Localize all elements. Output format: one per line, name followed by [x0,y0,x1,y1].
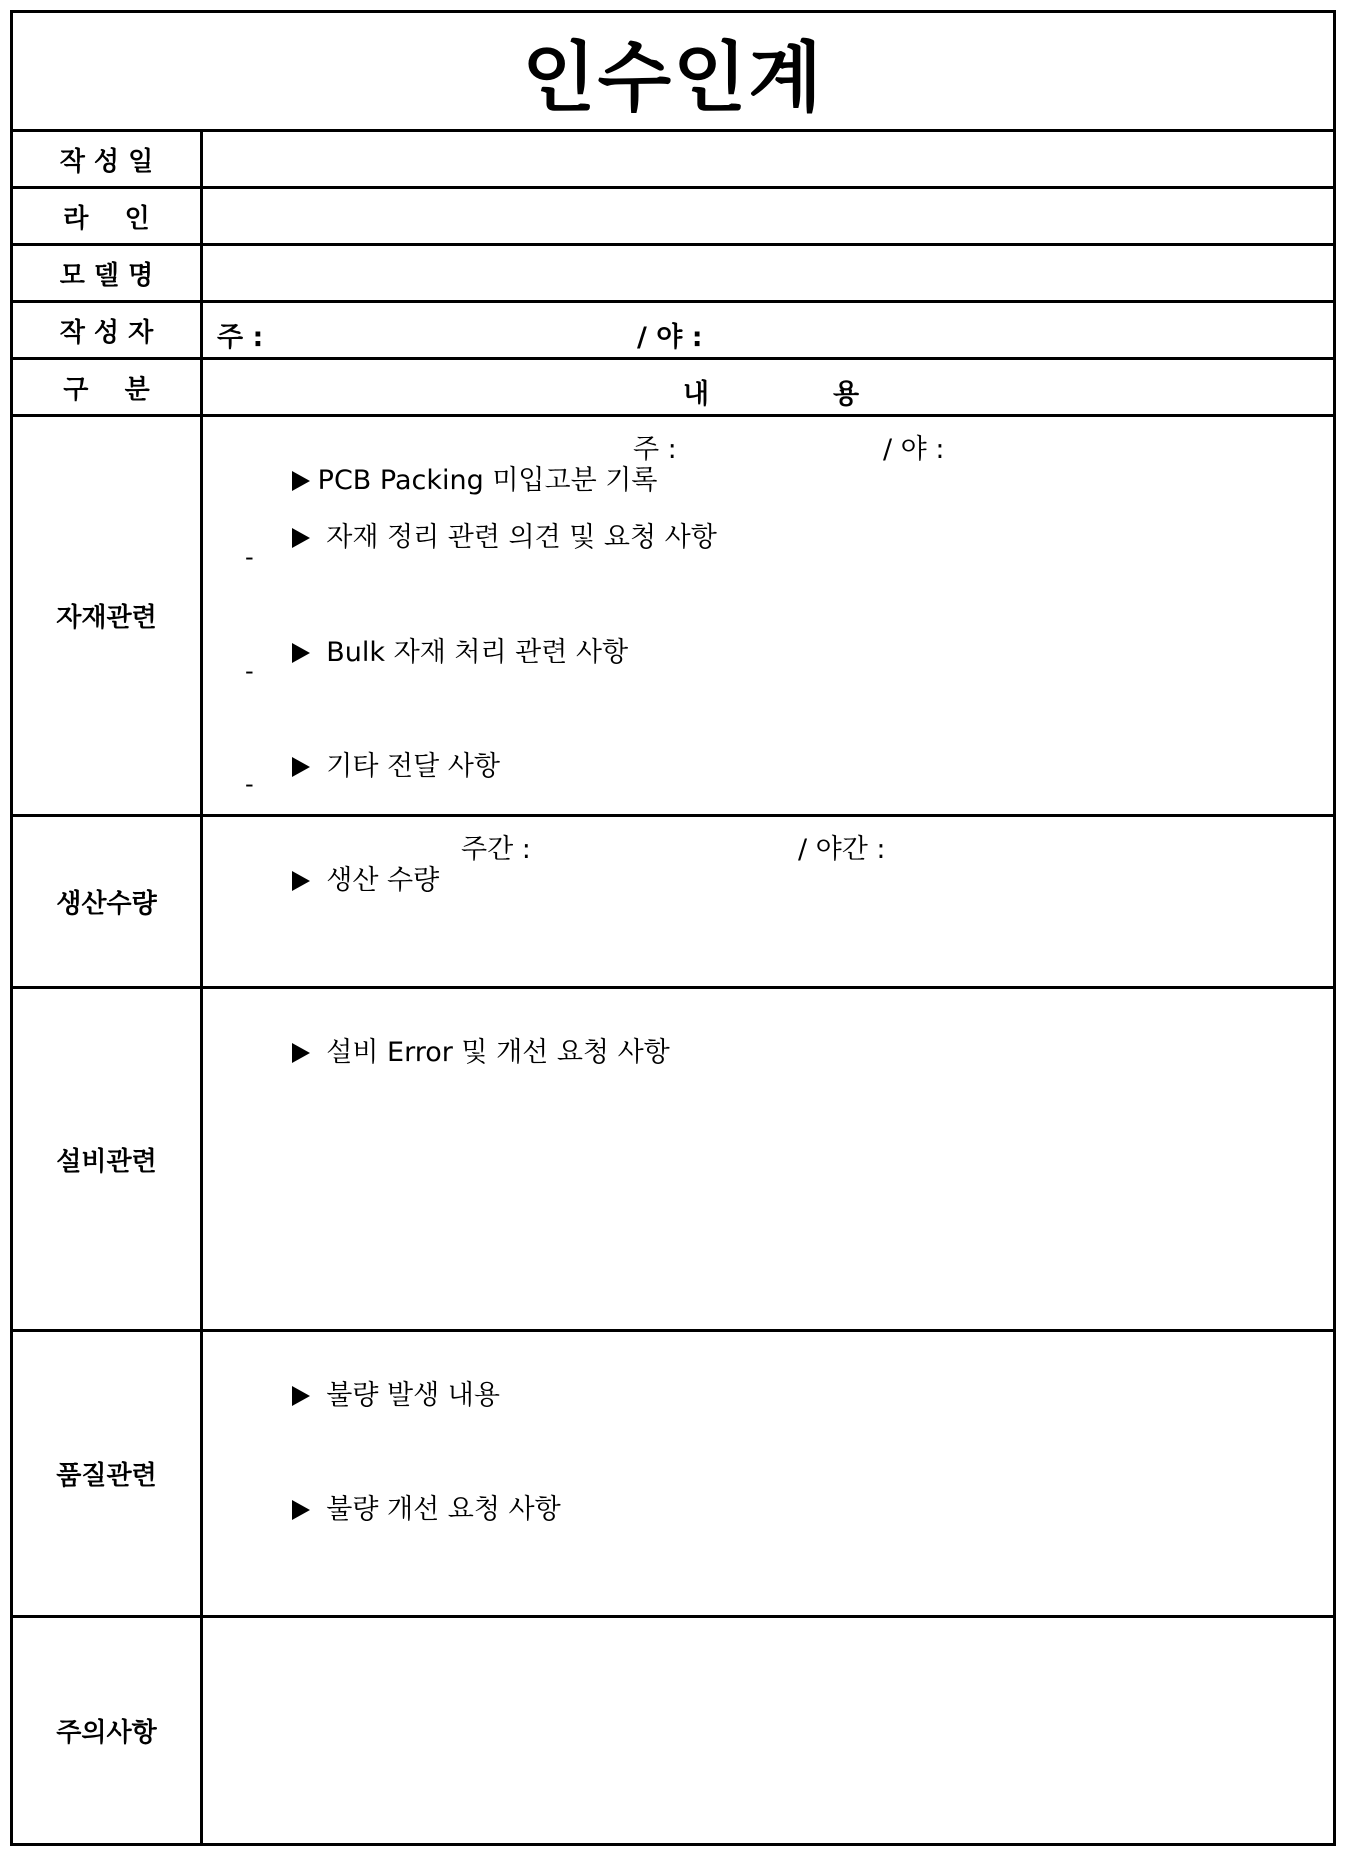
quality-content[interactable] [203,1332,1333,1615]
author-night-label: / 야 : [637,322,703,353]
handover-form [10,10,1336,1846]
quality-item2-text: 불량 개선 요청 사항 [326,1494,561,1525]
label-material: 자재관련 [13,417,203,814]
material-content[interactable] [203,417,1333,814]
triangle-bullet-icon [292,1500,310,1520]
row-caution [13,1618,1333,1843]
triangle-bullet-icon [292,643,310,663]
production-day: 주간 : [461,834,531,865]
material-dash-3: - [245,770,254,798]
label-production: 생산수량 [13,817,203,986]
equipment-text: 설비 Error 및 개선 요청 사항 [326,1037,670,1068]
material-item2-text: 자재 정리 관련 의견 및 요청 사항 [326,522,717,553]
line-field[interactable] [203,189,1333,243]
date-field[interactable] [203,132,1333,186]
row-division [13,360,1333,417]
material-item2-line [223,484,717,585]
triangle-bullet-icon [292,871,310,891]
label-equipment: 설비관련 [13,989,203,1329]
production-line [223,827,439,928]
material-item3-text: Bulk 자재 처리 관련 사항 [326,637,629,668]
triangle-bullet-icon [292,757,310,777]
caution-content[interactable] [203,1618,1333,1843]
label-line: 라 인 [13,189,203,243]
row-equipment [13,989,1333,1332]
label-caution: 주의사항 [13,1618,203,1843]
material-pcb-night: / 야 : [883,434,945,465]
triangle-bullet-icon [292,1043,310,1063]
material-item4-line [223,713,500,814]
title-row [13,13,1333,132]
row-author [13,303,1333,360]
label-model: 모 델 명 [13,246,203,300]
form-title: 인수인계 [522,32,824,122]
label-division: 구 분 [13,360,203,414]
label-quality: 품질관련 [13,1332,203,1615]
material-pcb-text: PCB Packing 미입고분 기록 [317,465,658,496]
model-field[interactable] [203,246,1333,300]
division-header [203,360,1333,414]
row-quality [13,1332,1333,1618]
triangle-bullet-icon [292,528,310,548]
equipment-content[interactable] [203,989,1333,1329]
triangle-bullet-icon [292,1386,310,1406]
production-night: / 야간 : [798,834,886,865]
quality-item1-text: 불량 발생 내용 [326,1380,500,1411]
quality-item1-line [223,1342,500,1443]
label-author: 작 성 자 [13,303,203,357]
label-date: 작 성 일 [13,132,203,186]
production-text: 생산 수량 [326,865,440,896]
content-header-a: 내 [683,379,710,410]
material-dash-1: - [245,543,254,571]
row-model [13,246,1333,303]
content-header-b: 용 [833,379,860,410]
row-line [13,189,1333,246]
equipment-line [223,999,670,1100]
production-content[interactable] [203,817,1333,986]
material-dash-2: - [245,657,254,685]
row-date [13,132,1333,189]
author-field[interactable] [203,303,1333,357]
material-item3-line [223,599,628,700]
material-item4-text: 기타 전달 사항 [326,751,500,782]
author-day-label: 주 : [217,322,264,353]
material-pcb-day: 주 : [633,434,677,465]
quality-item2-line [223,1456,561,1557]
row-material [13,417,1333,817]
row-production [13,817,1333,989]
